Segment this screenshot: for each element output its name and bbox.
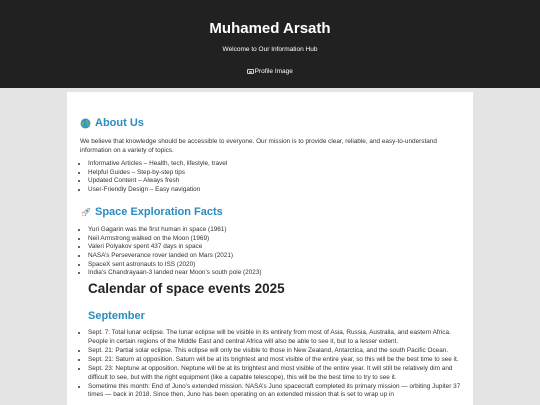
list-item: • Helpful Guides – Step-by-step tips [88,169,227,178]
list-item: • Valeri Polyakov spent 437 days in space [88,243,262,252]
about-heading [80,117,144,129]
space-heading [80,206,223,218]
list-item: • Neil Armstrong walked on the Moon (1969) [88,235,262,244]
list-item: • Sept. 21: Saturn at opposition. Saturn will be at its brightest and most visible of the entire year, so this will be the best time to see it. [88,356,462,365]
site-tagline: Welcome to Our Information Hub [222,46,318,53]
list-item: • Sometime this month: End of Juno’s extended mission. NASA’s Juno spacecraft completed its primary mission — orbiting Jupiter 37 times — back in 2018. Since then, Juno has been operating on an extended mission that is set to wrap up in [88,383,462,400]
broken-image-icon [247,69,254,74]
list-item: • SpaceX sent astronauts to ISS (2020) [88,261,262,270]
list-item: • Updated Content – Always fresh [88,177,227,186]
site-title: Muhamed Arsath [209,20,331,37]
list-item: • Informative Articles – Health, tech, lifestyle, travel [88,160,227,169]
list-item: • Sept. 23: Neptune at opposition. Neptune will be at its brightest and most visible of the entire year. It will still be relatively dim and difficult to see, but with the right equipment (like a capable telescope), this will be the best time to try to see it. [88,365,462,382]
events-list [88,329,462,401]
profile-image-alt: Profile Image [254,68,293,75]
list-item: • Sept. 21: Partial solar eclipse. This eclipse will only be visible to those in New Zealand, Antarctica, and the south Pacific Ocean. [88,347,462,356]
globe-icon [80,118,91,129]
list-item: • NASA’s Perseverance rover landed on Mars (2021) [88,252,262,261]
calendar-title: Calendar of space events 2025 [88,281,285,296]
list-item: • Sept. 7: Total lunar eclipse. The lunar eclipse will be visible in its entirety from most of Asia, Russia, Australia, and eastern Africa. People in certain regions of the Middle East and central Africa will also be able to see it, but to a lesser extent. [88,329,462,346]
space-heading-text: Space Exploration Facts [95,206,223,218]
about-list [88,160,227,195]
month-heading: September [88,310,145,322]
profile-image [0,68,540,75]
about-heading-text: About Us [95,117,144,129]
site-header [0,0,540,88]
content-container [67,92,473,405]
about-text: We believe that knowledge should be accessible to everyone. Our mission is to provide clear, reliable, and easy-to-understand information on a variety of topics. [80,138,437,154]
list-item: • India’s Chandrayaan-3 landed near Moon’s south pole (2023) [88,269,262,278]
list-item: • User-Friendly Design – Easy navigation [88,186,227,195]
list-item: • Yuri Gagarin was the first human in space (1961) [88,226,262,235]
space-facts-list [88,226,262,278]
rocket-icon [80,207,91,218]
